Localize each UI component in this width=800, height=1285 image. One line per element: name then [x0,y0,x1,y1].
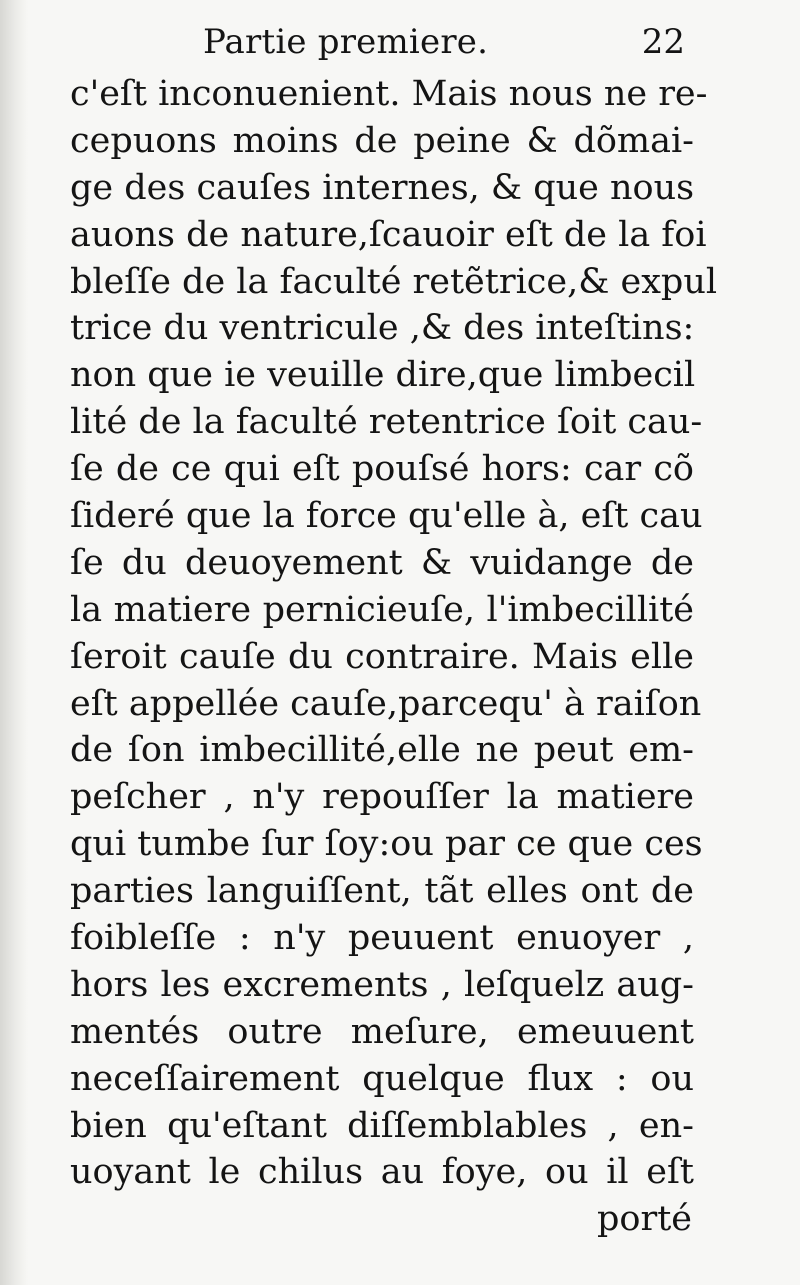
text-line: bleſſe de la faculté retẽtrice,& expul [70,261,718,302]
text-line: cepuons moins de peine & dõmai- [70,120,694,161]
text-line: ſe de ce qui eſt pouſsé hors: car cõ [70,449,694,490]
text-line: ge des cauſes internes, & que nous [70,167,695,208]
page-number: 22 [641,22,685,62]
text-line: uoyant le chilus au foye, ou il eſt [70,1152,694,1193]
text-line: ſideré que la force qu'elle à, eſt cau [70,496,703,537]
text-line: de ſon imbecillité,elle ne peut em- [70,730,694,771]
text-line: hors les excrements , leſquelz aug- [70,964,694,1005]
text-line: foibleſſe : n'y peuuent enuoyer , [70,918,694,959]
text-line: eſt appellée cauſe,parcequ' à raiſon [70,683,702,724]
running-head: Partie premiere. [203,22,489,62]
catchword: porté [597,1199,692,1239]
text-line: non que ie veuille dire,que limbecil [70,355,696,396]
text-line: trice du ventricule ,& des inteſtins: [70,308,695,349]
text-line: peſcher , n'y repouſſer la matiere [70,777,694,818]
text-line: ſeroit cauſe du contraire. Mais elle [70,636,694,677]
page-gutter-shadow [0,0,28,1285]
text-line: lité de la faculté retentrice ſoit cau- [70,402,703,443]
text-line: neceſſairement quelque flux : ou [70,1058,694,1099]
text-line: auons de nature,ſcauoir eſt de la foi [70,214,707,255]
text-line: parties languiſſent, tãt elles ont de [70,871,694,912]
text-line: bien qu'eſtant diſſemblables , en- [70,1105,694,1146]
text-line: mentés outre meſure, emeuuent [70,1011,694,1052]
text-line: ſe du deuoyement & vuidange de [70,542,694,583]
body-text [70,71,718,1196]
text-line: qui tumbe ſur ſoy:ou par ce que ces [70,824,703,865]
text-line: c'eſt inconuenient. Mais nous ne re- [70,74,708,114]
text-line: la matiere pernicieuſe, l'imbecillité [70,589,694,630]
page-header [0,18,800,66]
